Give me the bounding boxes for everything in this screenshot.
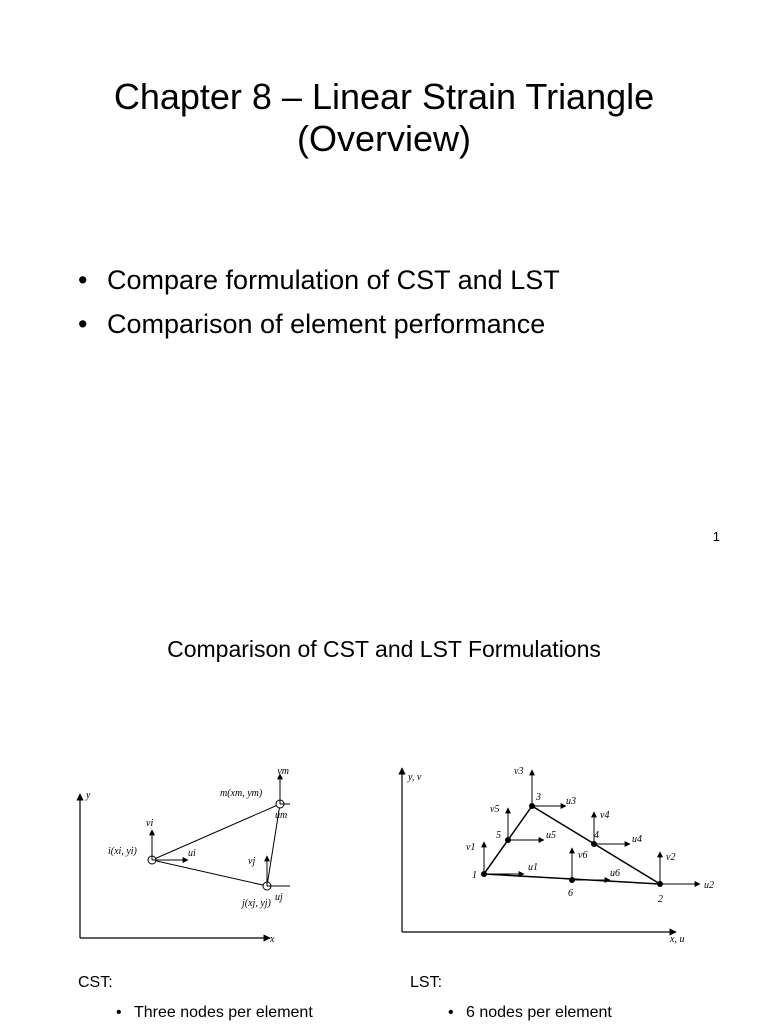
v5-label: v5 (490, 804, 500, 815)
node-3-label: 3 (536, 792, 541, 803)
node-1-label: 1 (472, 870, 477, 881)
bullet-item: • Compare formulation of CST and LST (78, 258, 560, 302)
page-number: 1 (712, 529, 720, 544)
lst-element-figure (396, 756, 726, 946)
u2-label: u2 (704, 880, 714, 891)
slide-title (0, 76, 768, 160)
node-j-label: j(xj, yj) (242, 898, 271, 909)
u4-label: u4 (632, 834, 642, 845)
y-axis-label: y (86, 790, 91, 801)
v1-label: v1 (466, 842, 476, 853)
bullet-list (78, 258, 560, 346)
uj-label: uj (275, 892, 283, 903)
um-label: um (275, 810, 288, 821)
x-axis-label: x (270, 934, 275, 945)
node-6-label: 6 (568, 888, 573, 899)
lst-bullet: • 6 nodes per element (448, 1004, 612, 1022)
slide-2 (0, 576, 768, 1024)
u6-label: u6 (610, 868, 620, 879)
u3-label: u3 (566, 796, 576, 807)
lst-label: LST: (410, 974, 443, 991)
x-axis-label: x, u (670, 934, 685, 945)
bullet-item: • Comparison of element performance (78, 302, 560, 346)
node-4-label: 4 (594, 830, 599, 841)
node-2-label: 2 (658, 894, 663, 905)
v3-label: v3 (514, 766, 524, 777)
title-line-1: Chapter 8 – Linear Strain Triangle (113, 76, 655, 117)
node-5-label: 5 (496, 830, 501, 841)
y-axis-label: y, v (408, 772, 422, 783)
ui-label: ui (188, 848, 196, 859)
cst-bullet: • Three nodes per element (116, 1004, 313, 1022)
v2-label: v2 (666, 852, 676, 863)
v4-label: v4 (600, 810, 610, 821)
vm-label: vm (277, 766, 289, 777)
u5-label: u5 (546, 830, 556, 841)
cst-label: CST: (78, 974, 113, 991)
node-m-label: m(xm, ym) (220, 788, 263, 799)
vi-label: vi (146, 818, 154, 829)
cst-element-figure (70, 756, 290, 946)
u1-label: u1 (528, 862, 538, 873)
cst-triangle (152, 804, 280, 886)
title-line-2: (Overview) (296, 118, 471, 159)
vj-label: vj (248, 856, 256, 867)
node-i-label: i(xi, yi) (108, 846, 137, 857)
v6-label: v6 (578, 850, 588, 861)
slide-title: Comparison of CST and LST Formulations (167, 636, 601, 662)
